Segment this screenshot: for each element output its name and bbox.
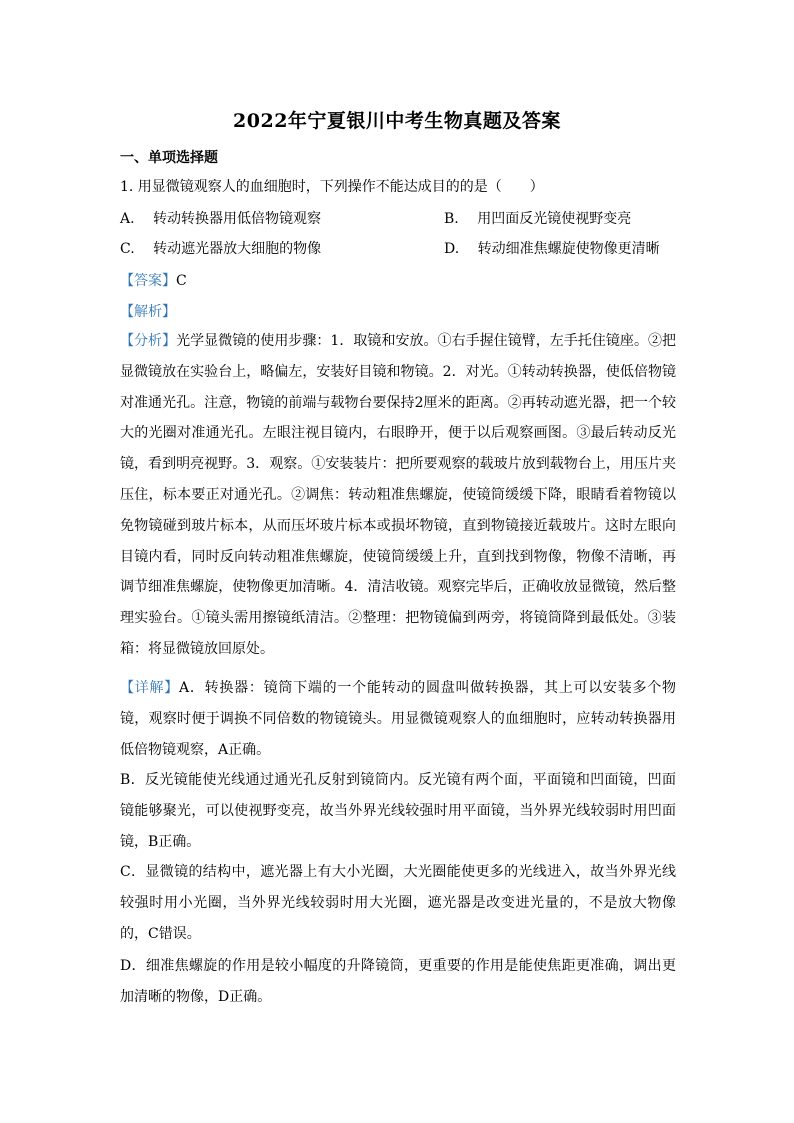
fenxi-tag: 【分析】 [120, 333, 177, 349]
answer-tag: 【答案】 [120, 273, 176, 289]
option-d: D. 转动细准焦螺旋使物像更清晰 [444, 241, 660, 257]
analysis-heading: 【解析】 [120, 304, 176, 320]
option-c: C. 转动遮光器放大细胞的物像 [120, 241, 322, 257]
answer-value: C [176, 273, 187, 289]
detail-paragraph-a [120, 673, 676, 765]
page-title: 2022年宁夏银川中考生物真题及答案 [233, 110, 561, 132]
fenxi-text: 光学显微镜的使用步骤：1．取镜和安放。①右手握住镜臂，左手托住镜座。②把显微镜放在实验台上，略偏左，安装好目镜和物镜。2．对光。①转动转换器，使低倍物镜对准通光孔。注意，物镜的前端与载物台要保持2厘米的距离。②再转动遮光器，把一个较大的光圈对准通光孔。左眼注视目镜内，右眼睁开，便于以后观察画图。③最后转动反光镜，看到明亮视野。3．观察。①安装装片：把所要观察的载玻片放到载物台上，用压片夹压住，标本要正对通光孔。②调焦：转动粗准焦螺旋，使镜筒缓缓下降，眼睛看着物镜以免物镜碰到玻片标本，从而压坏玻片标本或损坏物镜，直到物镜接近载玻片。这时左眼向目镜内看，同时反向转动粗准焦螺旋，使镜筒缓缓上升，直到找到物像，物像不清晰，再调节细准焦螺旋，使物像更加清晰。4．清洁收镜。观察完毕后，正确收放显微镜，然后整理实验台。①镜头需用擦镜纸清洁。②整理：把物镜偏到两旁，将镜筒降到最低处。③装箱：将显微镜放回原处。 [120, 333, 677, 657]
question-stem: 1. 用显微镜观察人的血细胞时，下列操作不能达成目的的是（ ） [120, 179, 544, 195]
detail-paragraph-c: C．显微镜的结构中，遮光器上有大小光圈，大光圈能使更多的光线进入，故当外界光线较强时用小光圈，当外界光线较弱时用大光圈，遮光器是改变进光量的，不是放大物像的，C错误。 [120, 864, 676, 942]
option-a: A. 转动转换器用低倍物镜观察 [120, 211, 322, 227]
option-b: B. 用凹面反光镜使视野变亮 [444, 211, 632, 227]
analysis-paragraph [120, 326, 676, 665]
detail-a-text: A．转换器：镜筒下端的一个能转动的圆盘叫做转换器，其上可以安装多个物镜，观察时便于调换不同倍数的物镜镜头。用显微镜观察人的血细胞时，应转动转换器用低倍物镜观察，A正确。 [120, 680, 676, 758]
section-heading: 一、单项选择题 [120, 150, 218, 166]
detail-paragraph-d: D．细准焦螺旋的作用是较小幅度的升降镜筒，更重要的作用是能使焦距更准确，调出更加清晰的物像，D正确。 [120, 958, 676, 1005]
xiangjie-tag: 【详解】 [120, 680, 180, 696]
answer-line [120, 270, 187, 290]
detail-paragraph-b: B．反光镜能使光线通过通光孔反射到镜筒内。反光镜有两个面，平面镜和凹面镜，凹面镜能够聚光，可以使视野变亮，故当外界光线较强时用平面镜，当外界光线较弱时用凹面镜，B正确。 [120, 772, 676, 850]
